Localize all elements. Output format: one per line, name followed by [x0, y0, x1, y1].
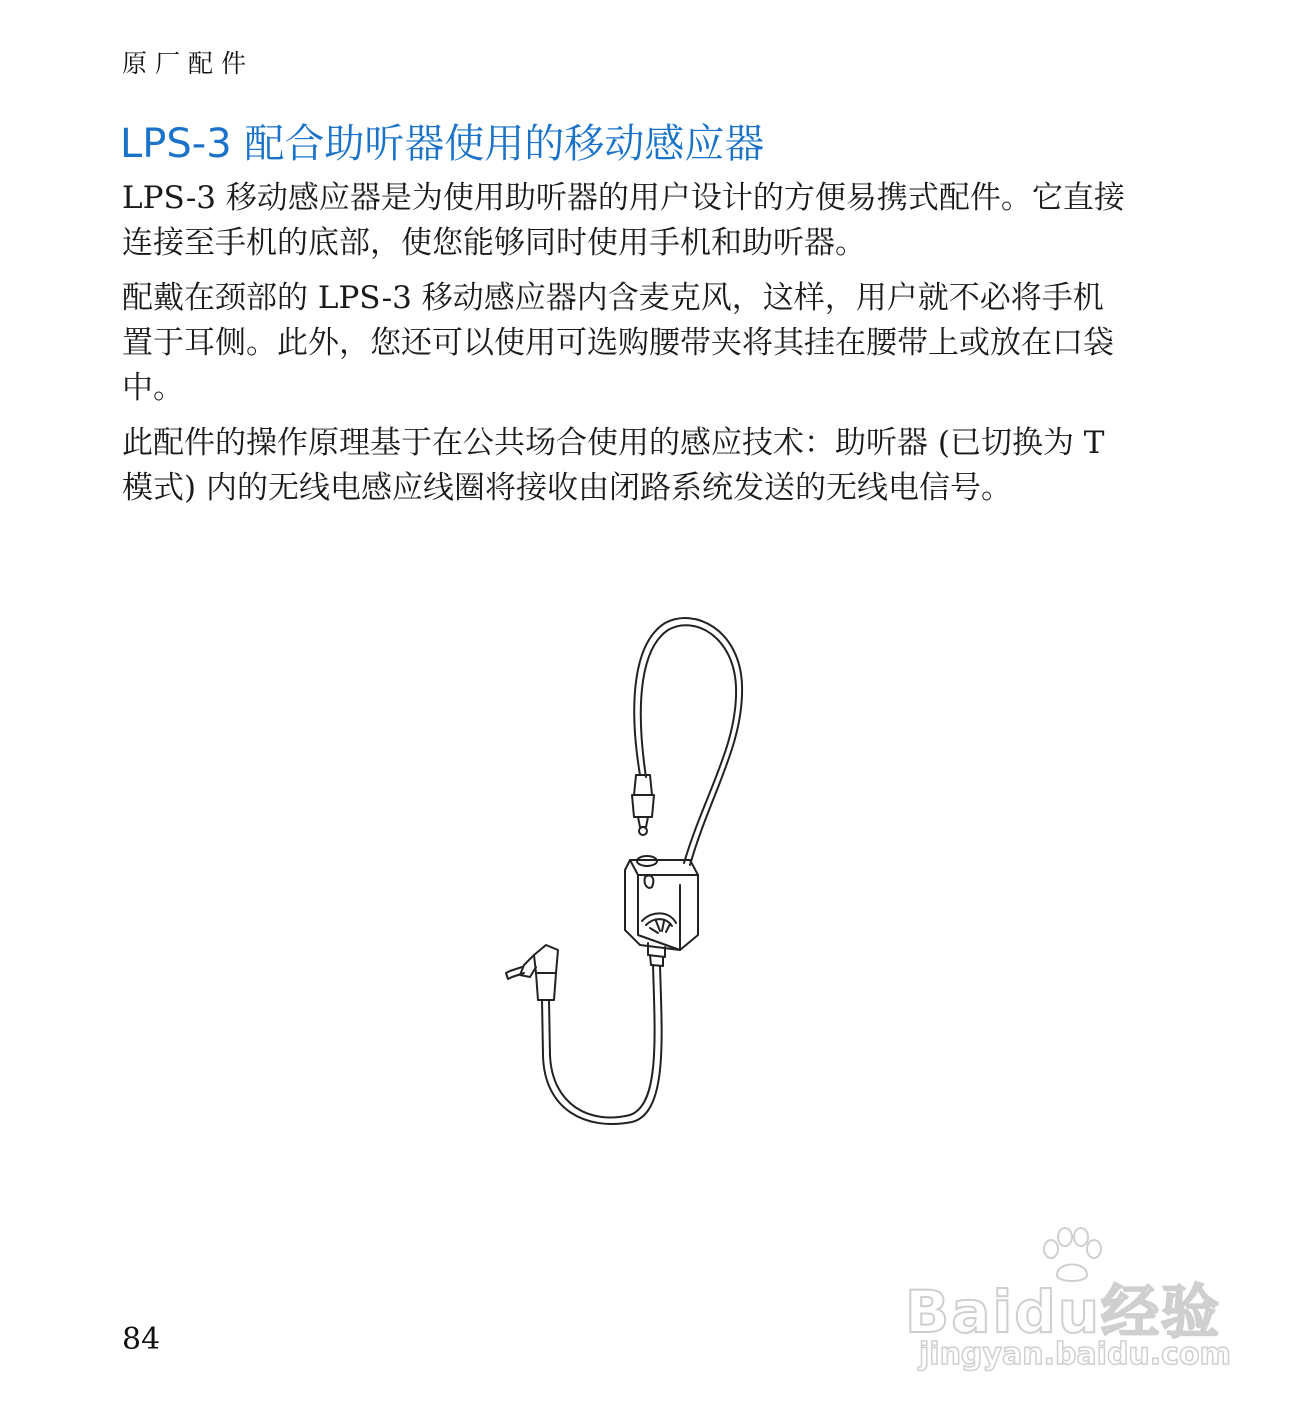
lps3-device-illustration	[480, 605, 780, 1135]
paragraph-intro: LPS-3 移动感应器是为使用助听器的用户设计的方便易携式配件。它直接连接至手机的底部，使您能够同时使用手机和助听器。	[122, 180, 1125, 261]
body-text	[122, 176, 1132, 521]
paragraph-wearing: 配戴在颈部的 LPS-3 移动感应器内含麦克风，这样，用户就不必将手机置于耳侧。此外，您还可以使用可选购腰带夹将其挂在腰带上或放在口袋中。	[122, 280, 1114, 406]
watermark-url: jingyan.baidu.com	[919, 1337, 1231, 1372]
baidu-watermark	[905, 1225, 1235, 1385]
section-header: 原厂配件	[122, 49, 255, 78]
paragraph-principle: 此配件的操作原理基于在公共场合使用的感应技术：助听器 (已切换为 T 模式) 内的无线电感应线圈将接收由闭路系统发送的无线电信号。	[122, 425, 1105, 506]
page-title: LPS-3 配合助听器使用的移动感应器	[120, 121, 765, 167]
watermark-logo-text: Baidu经验	[905, 1278, 1222, 1346]
page-number: 84	[122, 1322, 161, 1357]
